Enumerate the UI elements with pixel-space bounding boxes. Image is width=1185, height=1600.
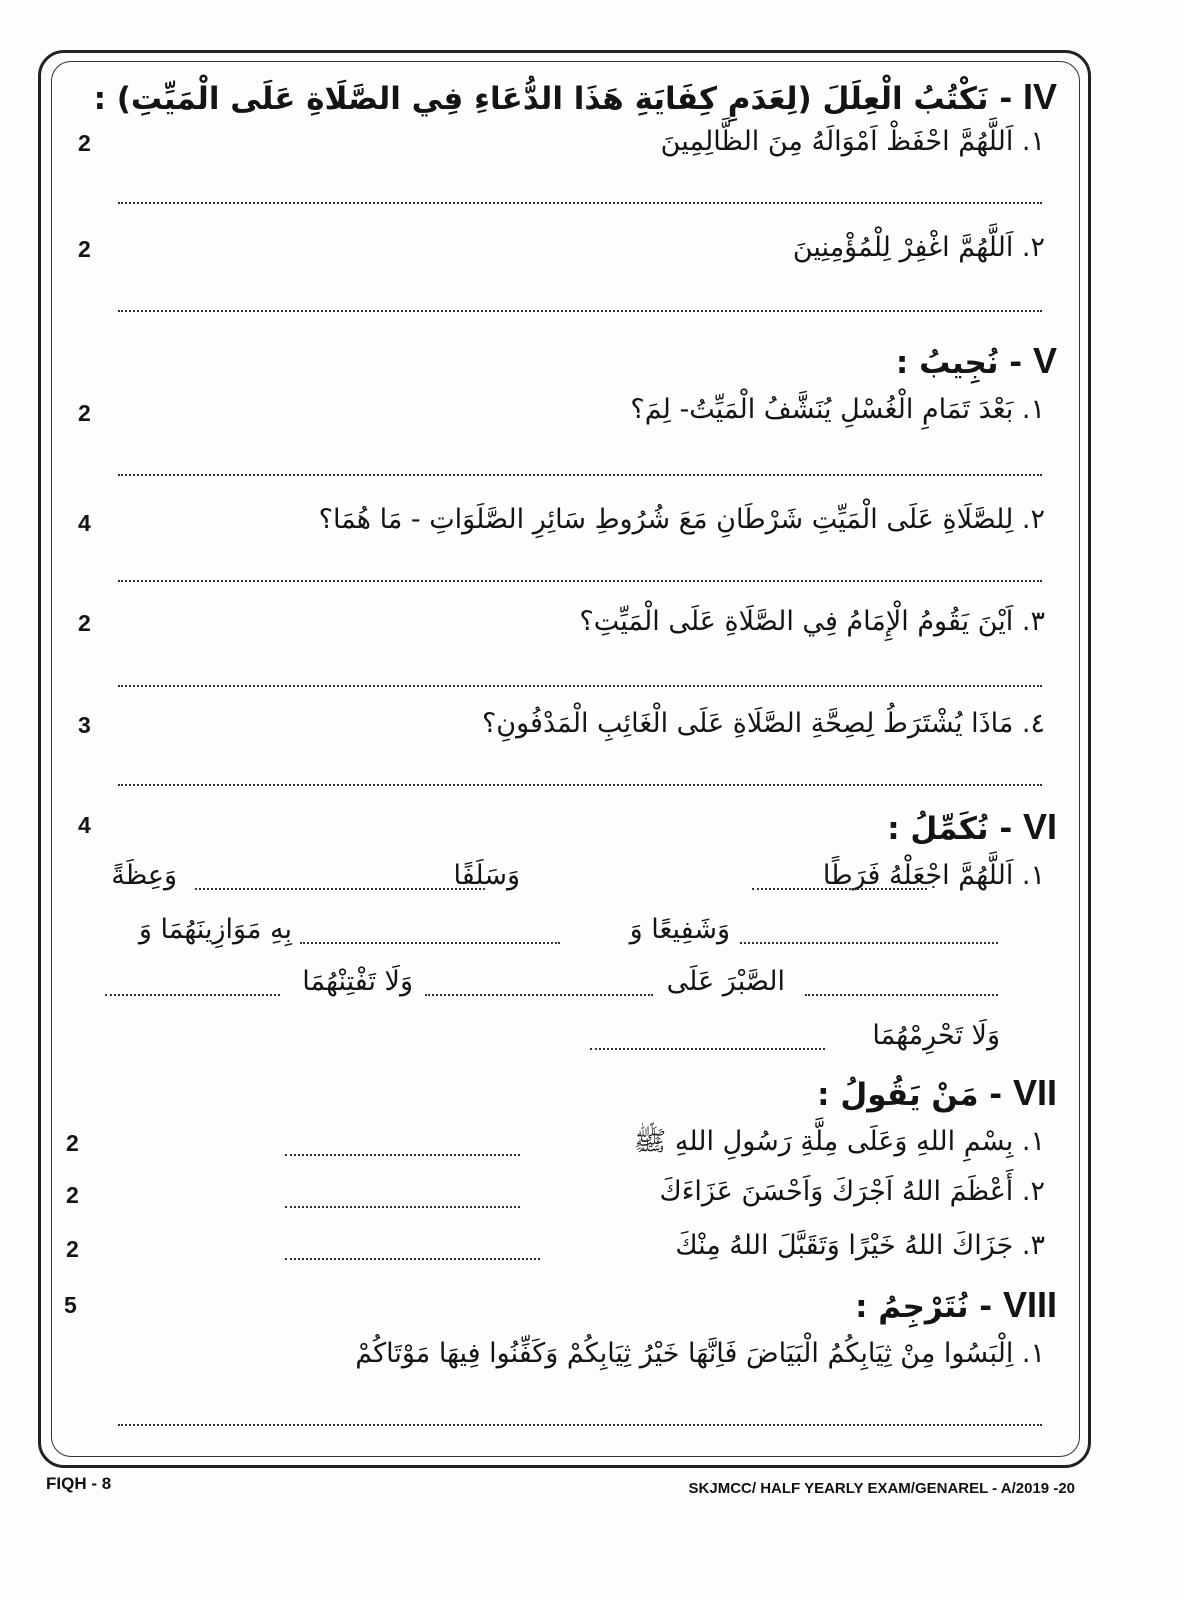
answer-line-v-2[interactable] <box>118 580 1042 582</box>
mark-iv-1: 2 <box>78 130 91 156</box>
answer-line-v-4[interactable] <box>118 784 1042 786</box>
answer-line-v-1[interactable] <box>118 474 1042 476</box>
mark-vii-2: 2 <box>66 1182 79 1208</box>
answer-line-v-3[interactable] <box>118 685 1042 687</box>
section-viii-number: VIII <box>1002 1284 1057 1325</box>
question-vii-1: ١. بِسْمِ اللهِ وَعَلَى مِلَّةِ رَسُولِ اللهِ ﷺ <box>633 1126 1045 1157</box>
answer-line-vii-3[interactable] <box>285 1258 540 1260</box>
question-v-2: ٢. لِلصَّلَاةِ عَلَى الْمَيِّتِ شَرْطَانِ مَعَ شُرُوطِ سَائِرِ الصَّلَوَاتِ - مَا هُمَا؟ <box>318 504 1045 535</box>
mark-iv-2: 2 <box>78 236 91 262</box>
fill-line-1-a: ١. اَللَّهُمَّ اجْعَلْهُ فَرَطًا <box>822 860 1045 891</box>
blank-6[interactable] <box>425 994 653 996</box>
answer-line-iv-1[interactable] <box>118 202 1042 204</box>
fill-line-4-a: وَلَا تَحْرِمْهُمَا <box>872 1020 1000 1051</box>
section-v-heading <box>896 340 1057 382</box>
section-vii-heading <box>817 1072 1057 1114</box>
fill-line-2-b: بِهِ مَوَازِينَهُمَا وَ <box>138 914 292 945</box>
section-vii-title: - مَنْ يَقُولُ : <box>817 1077 1003 1113</box>
mark-v-4: 3 <box>78 712 91 738</box>
blank-2[interactable] <box>195 888 485 890</box>
mark-viii: 5 <box>64 1292 77 1318</box>
answer-line-vii-2[interactable] <box>285 1206 520 1208</box>
footer-subject: FIQH - 8 <box>46 1474 112 1493</box>
fill-line-2-a: وَشَفِيعًا وَ <box>629 914 730 945</box>
section-v-title: - نُجِيبُ : <box>895 345 1023 381</box>
mark-vii-3: 2 <box>66 1236 79 1262</box>
question-vii-2: ٢. أَعْظَمَ اللهُ اَجْرَكَ وَاَحْسَنَ عَزَاءَكَ <box>659 1176 1045 1207</box>
section-viii-heading <box>855 1284 1057 1326</box>
question-v-3: ٣. اَيْنَ يَقُومُ الْإِمَامُ فِي الصَّلَاةِ عَلَى الْمَيِّتِ؟ <box>579 606 1045 637</box>
section-vi-number: VI <box>1022 806 1057 847</box>
section-iv-heading <box>94 76 1057 118</box>
mark-vii-1: 2 <box>66 1130 79 1156</box>
blank-8[interactable] <box>590 1048 825 1050</box>
footer-exam-info: SKJMCC/ HALF YEARLY EXAM/GENAREL - A/2019 -20 <box>688 1480 1075 1497</box>
blank-1[interactable] <box>752 888 927 890</box>
answer-line-viii-1[interactable] <box>118 1424 1042 1426</box>
question-viii-1: ١. اِلْبَسُوا مِنْ ثِيَابِكُمُ الْبَيَاضَ فَاِنَّهَا خَيْرُ ثِيَابِكُمْ وَكَفِّنُوا فِيهَا مَوْتَاكُمْ <box>355 1338 1045 1369</box>
blank-5[interactable] <box>805 994 998 996</box>
answer-line-iv-2[interactable] <box>118 310 1042 312</box>
fill-line-1-c: وَعِظَةً <box>111 860 177 891</box>
answer-line-vii-1[interactable] <box>285 1154 520 1156</box>
section-iv-number: IV <box>1022 76 1057 117</box>
section-v-number: V <box>1032 340 1057 381</box>
section-iv-title: - نَكْتُبُ الْعِلَلَ (لِعَدَمِ كِفَايَةِ هَذَا الدُّعَاءِ فِي الصَّلَاةِ عَلَى الْمَيِّتِ) : <box>93 81 1013 117</box>
section-viii-title: - نُتَرْجِمُ : <box>855 1289 993 1325</box>
section-vi-heading <box>887 806 1057 848</box>
blank-4[interactable] <box>300 942 560 944</box>
blank-3[interactable] <box>740 942 998 944</box>
fill-line-3-b: وَلَا تَفْتِنْهُمَا <box>302 966 413 997</box>
blank-7[interactable] <box>105 994 280 996</box>
question-iv-1: ١. اَللَّهُمَّ احْفَظْ اَمْوَالَهُ مِنَ الظَّالِمِينَ <box>660 126 1045 157</box>
mark-v-2: 4 <box>78 510 91 536</box>
fill-line-3-a: الصَّبْرَ عَلَى <box>666 966 785 997</box>
fill-line-1-b: وَسَلَفًا <box>453 860 520 891</box>
mark-v-1: 2 <box>78 400 91 426</box>
section-vi-title: - نُكَمِّلُ : <box>887 811 1013 847</box>
question-iv-2: ٢. اَللَّهُمَّ اغْفِرْ لِلْمُؤْمِنِينَ <box>792 232 1045 263</box>
question-v-1: ١. بَعْدَ تَمَامِ الْغُسْلِ يُنَشَّفُ الْمَيِّتُ- لِمَ؟ <box>630 394 1045 425</box>
question-v-4: ٤. مَاذَا يُشْتَرَطُ لِصِحَّةِ الصَّلَاةِ عَلَى الْغَائِبِ الْمَدْفُونِ؟ <box>481 708 1045 739</box>
mark-vi: 4 <box>78 812 91 838</box>
mark-v-3: 2 <box>78 610 91 636</box>
question-vii-3: ٣. جَزَاكَ اللهُ خَيْرًا وَتَقَبَّلَ اللهُ مِنْكَ <box>675 1230 1045 1261</box>
section-vii-number: VII <box>1012 1072 1057 1113</box>
